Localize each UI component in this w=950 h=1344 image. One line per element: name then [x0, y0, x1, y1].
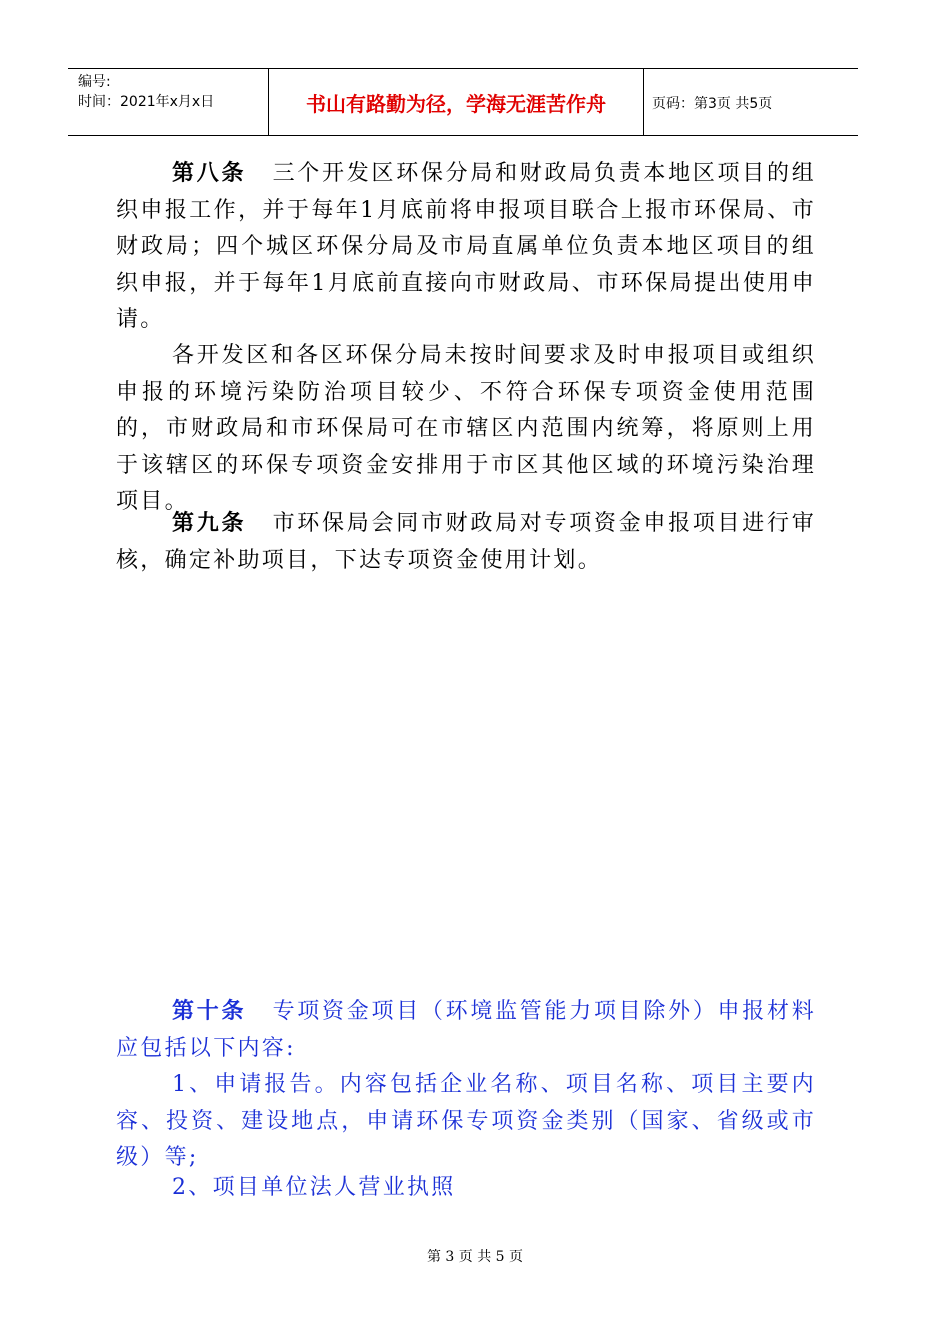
article-8-text-1: 三个开发区环保分局和财政局负责本地区项目的组织申报工作，并于每年1月底前将申报项目联合上报市环保局、市财政局；四个城区环保分局及市局直属单位负责本地区项目的组织申报，并于每年1月底前直接向市财政局、市环保局提出使用申请。 [116, 161, 816, 332]
header-motto: 书山有路勤为径，学海无涯苦作舟 [268, 69, 644, 135]
article-9-title: 第九条 [172, 511, 247, 536]
article-8-paragraph-2: 各开发区和各区环保分局未按时间要求及时申报项目或组织申报的环境污染防治项目较少、不符合环保专项资金使用范围的，市财政局和市环保局可在市辖区内范围内统筹，将原则上用于该辖区的环保专项资金安排用于市区其他区域的环境污染治理项目。 [116, 343, 816, 514]
article-10-text: 专项资金项目（环境监管能力项目除外）申报材料应包括以下内容: [116, 999, 816, 1061]
article-8-title: 第八条 [172, 161, 247, 186]
article-9-text: 市环保局会同市财政局对专项资金申报项目进行审核，确定补助项目，下达专项资金使用计划。 [116, 511, 816, 573]
article-8-paragraph-1 [116, 156, 816, 339]
header-page-info: 页码：第3页 共5页 [652, 96, 773, 112]
article-10-item-1: 1、申请报告。内容包括企业名称、项目名称、项目主要内容、投资、建设地点，申请环保专项资金类别（国家、省级或市级）等; [116, 1072, 816, 1170]
page-footer: 第 3 页 共 5 页 [426, 1249, 524, 1265]
article-10-title: 第十条 [172, 999, 247, 1024]
page-header [68, 68, 858, 136]
article-9-paragraph [116, 506, 816, 579]
document-time: 时间：2021年x月x日 [78, 94, 215, 110]
article-10-item-2: 2、项目单位法人营业执照 [172, 1175, 456, 1200]
header-meta [78, 72, 214, 112]
article-10-paragraph [116, 994, 816, 1067]
document-number: 编号: [78, 74, 111, 90]
